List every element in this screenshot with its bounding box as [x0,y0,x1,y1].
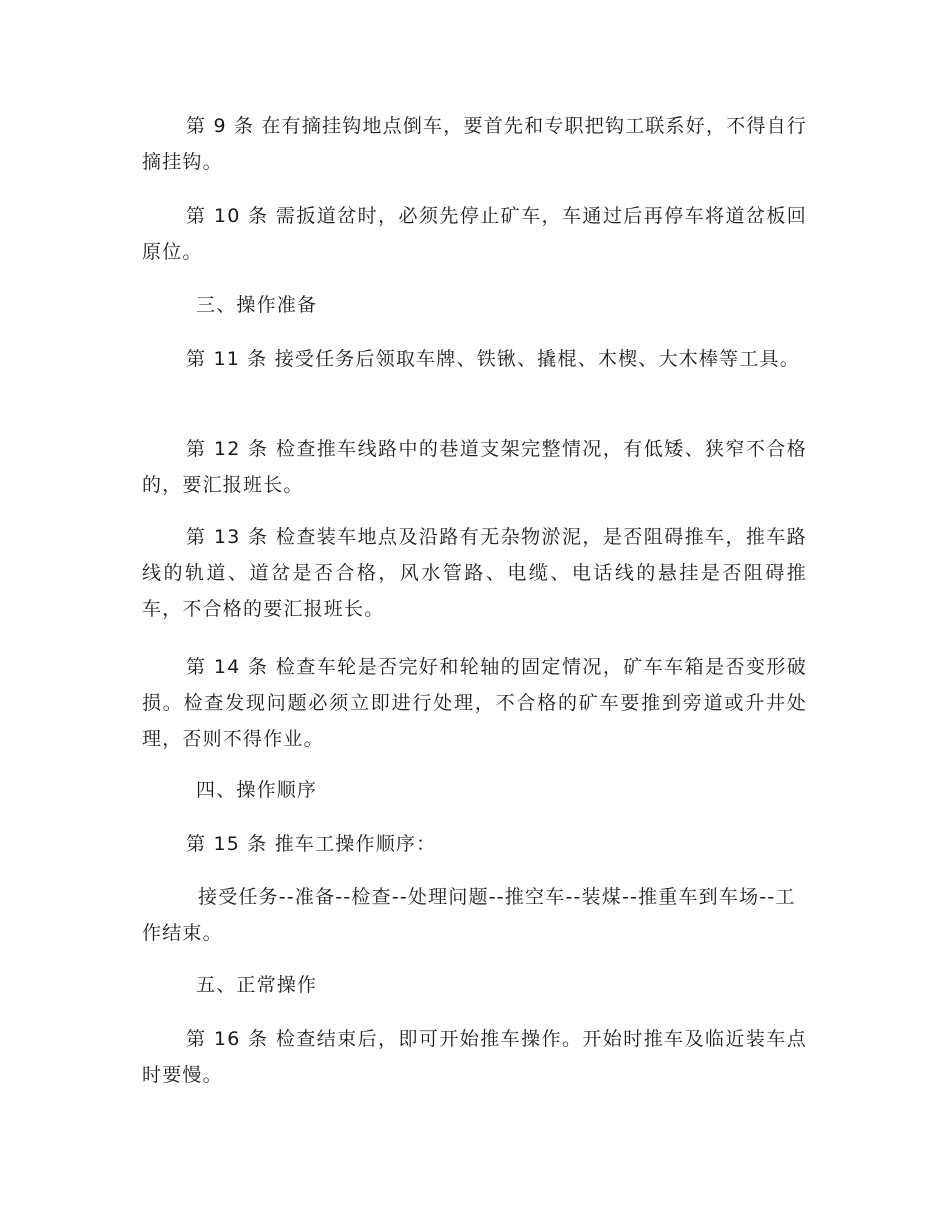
section-heading-3: 三、操作准备 [196,294,318,316]
article-11: 第 11 条 接受任务后领取车牌、铁锹、撬棍、木楔、大木棒等工具。 [186,348,800,370]
section-heading-4: 四、操作顺序 [196,779,318,801]
section-heading-5: 五、正常操作 [196,974,318,996]
operation-flow: 接受任务--准备--检查--处理问题--推空车--装煤--推重车到车场--工作结束。 [142,886,796,944]
article-9: 第 9 条 在有摘挂钩地点倒车，要首先和专职把钩工联系好，不得自行摘挂钩。 [142,115,807,173]
article-10: 第 10 条 需扳道岔时，必须先停止矿车，车通过后再停车将道岔板回原位。 [142,205,807,263]
article-16: 第 16 条 检查结束后，即可开始推车操作。开始时推车及临近装车点时要慢。 [142,1028,807,1086]
article-13: 第 13 条 检查装车地点及沿路有无杂物淤泥，是否阻碍推车，推车路线的轨道、道岔是否合格，风水管路、电缆、电话线的悬挂是否阻碍推车，不合格的要汇报班长。 [142,526,807,620]
article-15: 第 15 条 推车工操作顺序： [186,833,437,855]
article-12: 第 12 条 检查推车线路中的巷道支架完整情况，有低矮、狭窄不合格的，要汇报班长。 [142,438,807,496]
article-14: 第 14 条 检查车轮是否完好和轮轴的固定情况，矿车车箱是否变形破损。检查发现问题必须立即进行处理，不合格的矿车要推到旁道或升井处理，否则不得作业。 [142,656,807,750]
